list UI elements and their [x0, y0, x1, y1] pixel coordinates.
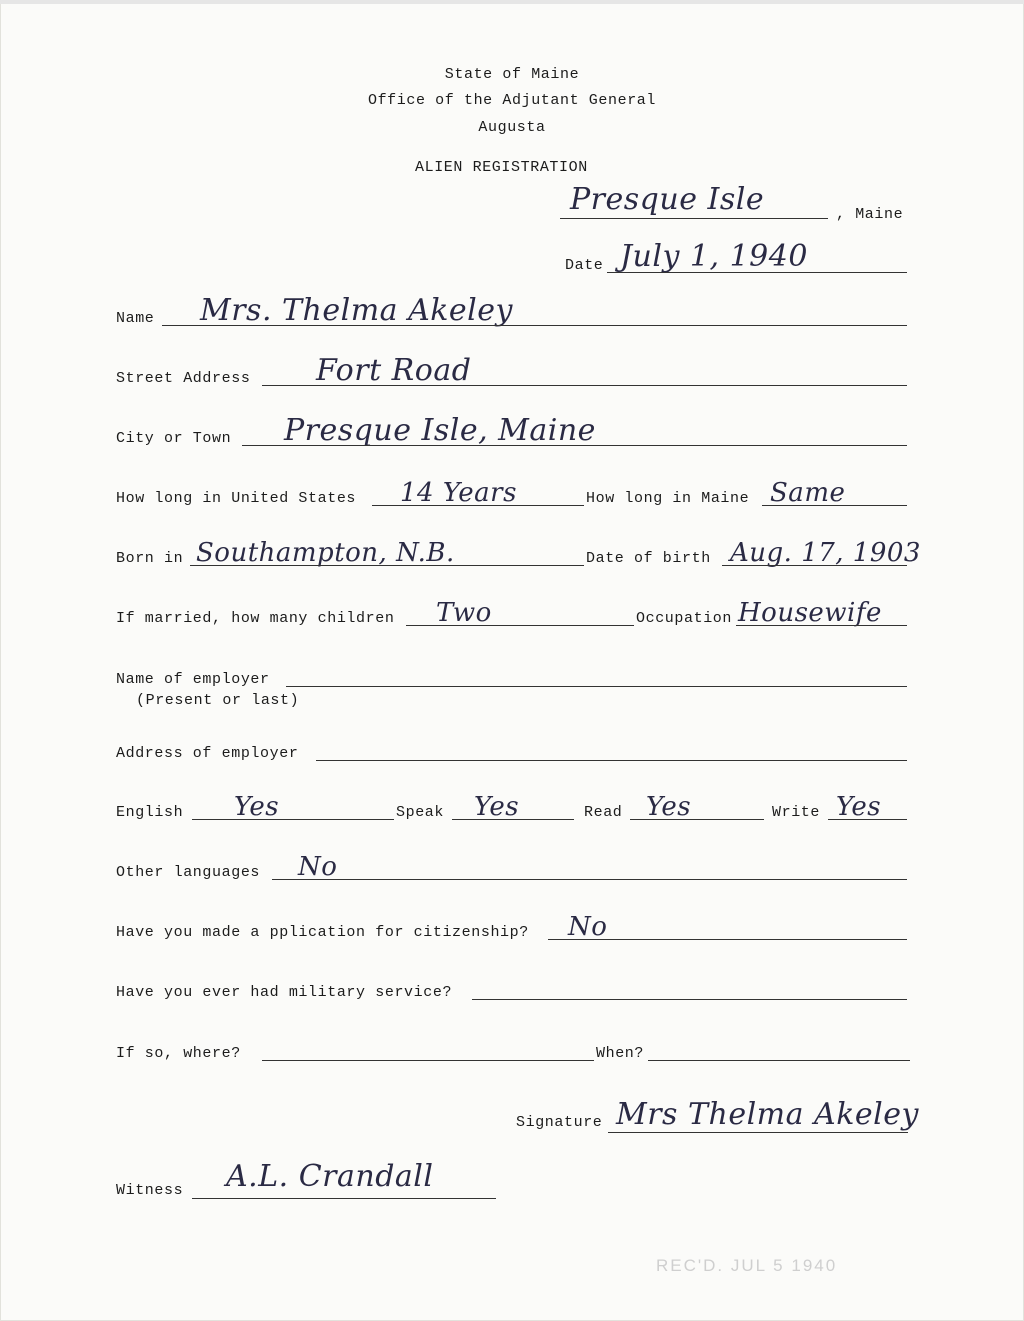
write-line — [828, 819, 907, 820]
how-long-maine-value: Same — [770, 478, 846, 508]
occupation-value: Housewife — [738, 598, 882, 628]
city-label: City or Town — [116, 430, 232, 447]
signature-label: Signature — [516, 1114, 603, 1131]
where-line — [262, 1060, 594, 1061]
english-value: Yes — [234, 792, 280, 822]
header-office: Office of the Adjutant General — [367, 92, 657, 109]
when-line — [648, 1060, 910, 1061]
witness-label: Witness — [116, 1182, 184, 1199]
occupation-label: Occupation — [636, 610, 733, 627]
citizenship-value: No — [568, 912, 608, 942]
speak-line — [452, 819, 574, 820]
place-suffix: , Maine — [836, 206, 904, 223]
born-in-value: Southampton, N.B. — [196, 538, 455, 568]
how-long-us-label: How long in United States — [116, 490, 357, 507]
speak-value: Yes — [474, 792, 520, 822]
children-label: If married, how many children — [116, 610, 395, 627]
header-state: State of Maine — [444, 66, 580, 83]
citizenship-line — [548, 939, 907, 940]
street-label: Street Address — [116, 370, 251, 387]
born-in-line — [190, 565, 584, 566]
city-line — [242, 445, 907, 446]
witness-line — [192, 1198, 496, 1199]
signature-line — [608, 1132, 908, 1133]
date-of-birth-line — [722, 565, 907, 566]
how-long-us-line — [372, 505, 584, 506]
born-in-label: Born in — [116, 550, 184, 567]
scan-top-edge — [0, 0, 1024, 4]
received-stamp: REC'D. JUL 5 1940 — [656, 1256, 838, 1275]
other-languages-label: Other languages — [116, 864, 261, 881]
military-line — [472, 999, 907, 1000]
date-of-birth-label: Date of birth — [586, 550, 711, 567]
how-long-us-value: 14 Years — [400, 478, 517, 508]
place-line — [560, 218, 828, 219]
read-label: Read — [584, 804, 623, 821]
city-value: Presque Isle, Maine — [284, 413, 596, 448]
date-of-birth-value: Aug. 17, 1903 — [730, 538, 921, 568]
write-value: Yes — [836, 792, 882, 822]
citizenship-label: Have you made a pplication for citizenship? — [116, 924, 529, 941]
where-label: If so, where? — [116, 1045, 241, 1062]
speak-label: Speak — [396, 804, 445, 821]
street-line — [262, 385, 907, 386]
children-value: Two — [436, 598, 492, 628]
other-languages-value: No — [298, 852, 338, 882]
signature-value: Mrs Thelma Akeley — [616, 1097, 919, 1132]
street-value: Fort Road — [316, 353, 472, 388]
read-line — [630, 819, 764, 820]
how-long-maine-line — [762, 505, 907, 506]
when-label: When? — [596, 1045, 645, 1062]
employer-name-line — [286, 686, 907, 687]
name-line — [162, 325, 907, 326]
date-line — [607, 272, 907, 273]
occupation-line — [736, 625, 907, 626]
date-label: Date — [565, 257, 604, 274]
employer-name-sublabel: (Present or last) — [136, 692, 300, 709]
military-label: Have you ever had military service? — [116, 984, 453, 1001]
date-value: July 1, 1940 — [620, 239, 808, 274]
english-line — [192, 819, 394, 820]
name-value: Mrs. Thelma Akeley — [200, 293, 513, 328]
other-languages-line — [272, 879, 907, 880]
place-value: Presque Isle — [570, 182, 765, 217]
employer-address-line — [316, 760, 907, 761]
witness-value: A.L. Crandall — [226, 1159, 434, 1194]
children-line — [406, 625, 634, 626]
form-title: ALIEN REGISTRATION — [415, 159, 588, 176]
employer-name-label: Name of employer — [116, 671, 270, 688]
employer-address-label: Address of employer — [116, 745, 299, 762]
english-label: English — [116, 804, 184, 821]
header-city: Augusta — [478, 119, 546, 136]
name-label: Name — [116, 310, 155, 327]
how-long-maine-label: How long in Maine — [586, 490, 750, 507]
read-value: Yes — [646, 792, 692, 822]
write-label: Write — [772, 804, 821, 821]
